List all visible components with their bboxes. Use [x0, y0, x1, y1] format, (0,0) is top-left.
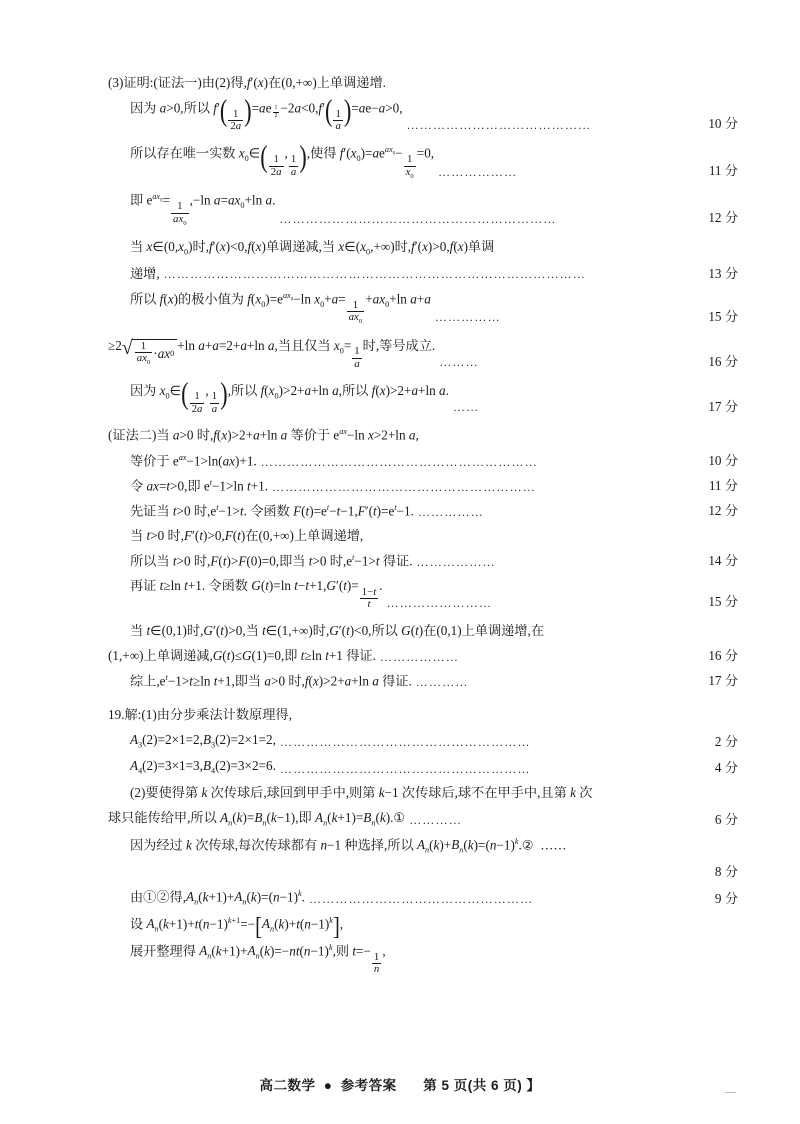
line-text: $A_4(2)=3\times 1=3,B_4(2)=3\times 2=6$.	[130, 758, 276, 777]
line-score: 16 分	[708, 353, 738, 369]
leader-dots: ……………	[417, 505, 484, 520]
answer-line	[108, 94, 738, 133]
line-text: 所以 f(x)的极小值为 $f(x_0)=e^{ax_0}-\ln$ $x_0+a=$ $\frac{1}{ax_0}$ $+ax_0+\ln$ a+a	[130, 290, 431, 326]
line-text: 当 t>0 时,F′(t)>0,F(t)在(0,+∞)上单调递增,	[130, 528, 364, 544]
line-score: 17 分	[708, 673, 738, 689]
footer-dot: ●	[323, 1078, 333, 1093]
answer-line	[108, 527, 738, 545]
answer-line	[108, 191, 738, 227]
answer-line	[108, 809, 738, 829]
answer-line	[108, 912, 738, 941]
answer-line	[108, 888, 738, 908]
line-score: 11 分	[708, 163, 738, 179]
leader-dots: ………	[439, 355, 479, 370]
line-score: 15 分	[708, 308, 738, 324]
line-score: 13 分	[708, 265, 738, 281]
leader-dots: ………………	[379, 649, 460, 664]
answer-line	[108, 426, 738, 444]
answer-line	[108, 74, 738, 92]
answer-line	[108, 622, 738, 640]
line-text: 等价于 $e^{ax}-1>\ln(ax)+1$.	[130, 452, 257, 469]
leader-dots: ……………………	[386, 595, 493, 610]
leader-dots: ……………………………………………………	[272, 479, 537, 494]
answer-line	[108, 139, 738, 180]
answer-line	[108, 452, 738, 470]
leader-dots: ……………………………………………	[308, 892, 534, 907]
leader-dots: ……	[452, 400, 480, 415]
line-text: 因为 a>0,所以 f′( $\frac{1}{2a}$ )=ae $^{\frac{1}{2}}$ −2a<0,f′( $\frac{1}{a}$ )=ae−a>0,	[130, 94, 403, 133]
line-text: 所以存在唯一实数 $x_0\in$( $\frac{1}{2a}$ , $\frac{1}{a}$ ),使得 $f'(x_0)=ae^{ax_0}-$ $\frac{1}{x_0}$ =0,	[130, 139, 435, 180]
answer-line	[108, 863, 738, 881]
footer-page-label: 第 5 页(共 6 页)	[423, 1078, 523, 1093]
footer-doc-type: 参考答案	[340, 1078, 397, 1093]
line-score: 2 分	[714, 733, 738, 749]
leader-dots: …………	[415, 674, 469, 689]
answer-line	[108, 502, 738, 520]
line-score: 11 分	[708, 478, 738, 494]
answer-line	[108, 577, 738, 611]
page-footer	[0, 1074, 800, 1094]
line-text: (证法二)当 a>0 时,f(x)>2+a+ln a 等价于 $e^{ax}-\ln$ x>2+ln a,	[108, 427, 419, 443]
line-text: 当 $x\in(0,x_0)$时,f′(x)<0,f(x)单调递减,当 $x\in(x_0,+\infty)$时,f′(x)>0,f(x)单调	[130, 239, 495, 257]
leader-dots: …………	[409, 813, 463, 828]
footer-bracket: 】	[526, 1078, 541, 1093]
line-score: 14 分	[708, 553, 738, 569]
line-text: 令 ax=t>0,即 $e^t-1>\ln$ t+1.	[130, 477, 269, 494]
line-score: 10 分	[708, 116, 738, 132]
answer-line-question-19	[108, 706, 738, 724]
leader-dots: ………………………………………………………	[260, 454, 538, 469]
leader-dots: ………………	[438, 164, 518, 179]
line-text: 19.解:(1)由分步乘法计数原理得,	[108, 706, 292, 722]
answer-line	[108, 337, 738, 371]
line-text: (2)要使得第 k 次传球后,球回到甲手中,则第 k−1 次传球后,球不在甲手中,且第 k 次	[130, 785, 593, 801]
answer-line	[108, 265, 738, 283]
leader-dots: …………………………………………………	[279, 761, 531, 776]
line-text: 即 $e^{ax_0}=$ $\frac{1}{ax_0}$ ,−ln $a=ax_0+\ln$ a.	[130, 192, 276, 227]
line-text: 球只能传给甲,所以 $A_n(k)=B_n(k-1)$,即 $A_n(k+1)=B_n(k).①$	[108, 809, 406, 828]
line-score: 12 分	[708, 503, 738, 519]
leader-dots: …………………………………………………	[279, 735, 531, 750]
footer-edge-mark: —	[725, 1086, 736, 1098]
line-text: 展开整理得 $A_n(k+1)+A_n(k)=-nt(n-1)^k$,则 t=− $\frac{1}{n}$ ,	[130, 942, 386, 976]
answer-line	[108, 836, 738, 856]
leader-dots: ………………………………………………………	[279, 211, 557, 226]
line-text: 综上$,e^t-1>t\ge\ln$ t+1,即当 a>0 时,f(x)>2+a+ln a 得证.	[130, 672, 412, 689]
answer-line	[108, 757, 738, 777]
line-score: 12 分	[708, 210, 738, 226]
line-score: 17 分	[708, 398, 738, 414]
answer-line	[108, 477, 738, 495]
line-text: 所以当 t>0 时,F(t)>F(0)=0,即当 t>0 时$,e^t-1>t$ 得证.	[130, 553, 413, 569]
answer-line	[108, 942, 738, 976]
line-score: 8 分	[714, 863, 738, 879]
answer-line	[108, 238, 738, 258]
answer-body	[108, 74, 738, 987]
line-text: (3)证明:(证法一)由(2)得,f′(x)在(0,+∞)上单调递增.	[108, 75, 386, 90]
line-text: 因为 $x_0\in$( $\frac{1}{2a}$ , $\frac{1}{a}$ ),所以 $f(x_0)>2+a+\ln$ a,所以 f(x)>2+a+ln a.	[130, 376, 449, 415]
answer-line	[108, 552, 738, 570]
leader-dots: ……………………………………………………………………………………	[163, 267, 587, 282]
line-score: 9 分	[714, 890, 738, 906]
line-score: 15 分	[708, 594, 738, 610]
line-text: ≥2 √ $\frac{1}{ax_0}$ · ax 0 +ln a+a=2+a+ln a,当且仅当 $x_0=$ $\frac{1}{a}$ 时,等号成立.	[108, 336, 436, 370]
line-text: 递增,	[130, 265, 160, 281]
leader-dots: ……………	[434, 310, 501, 325]
answer-line	[108, 647, 738, 665]
line-text: 设 $A_n(k+1)+t(n-1)^{k+1}=-[A_n(k)+t(n-1)^k]$,	[130, 912, 344, 941]
leader-dots: ………………	[416, 555, 496, 570]
line-text: (1,+∞)上单调递减,G(t)≤G(1)=0,即 t≥ln t+1 得证.	[108, 647, 376, 663]
line-text: 先证当 t>0 时$,e^t-1>t$. 令函数 $F(t)=e^t-t-1,F'(t)=e^t-1$.	[130, 503, 414, 519]
answer-line	[108, 290, 738, 326]
line-text: 当 t∈(0,1)时,G′(t)>0,当 t∈(1,+∞)时,G′(t)<0,所以 G(t)在(0,1)上单调递增,在	[130, 623, 545, 639]
line-score: 16 分	[708, 647, 738, 663]
line-text: 由①②得$,A_n(k+1)+A_n(k)=(n-1)^k$.	[130, 888, 305, 907]
line-text: 再证 t≥ln t+1. 令函数 G(t)=ln t−t+1,G′(t)= $\frac{1-t}{t}$ .	[130, 578, 383, 611]
footer-subject: 高二数学	[259, 1078, 316, 1093]
line-text: 因为经过 k 次传球,每次传球都有 n−1 种选择,所以 $A_n(k)+B_n(k)=(n-1)^k.②$ ……	[130, 836, 567, 855]
line-score: 6 分	[714, 811, 738, 827]
line-score: 10 分	[708, 453, 738, 469]
line-text: $A_3(2)=2\times 1=2,B_3(2)=2\times 1=2$,	[130, 731, 276, 750]
answer-line	[108, 731, 738, 751]
answer-line	[108, 784, 738, 802]
answer-line	[108, 672, 738, 690]
leader-dots: ……………………………………	[406, 117, 592, 132]
answer-line	[108, 376, 738, 416]
line-score: 4 分	[714, 760, 738, 776]
